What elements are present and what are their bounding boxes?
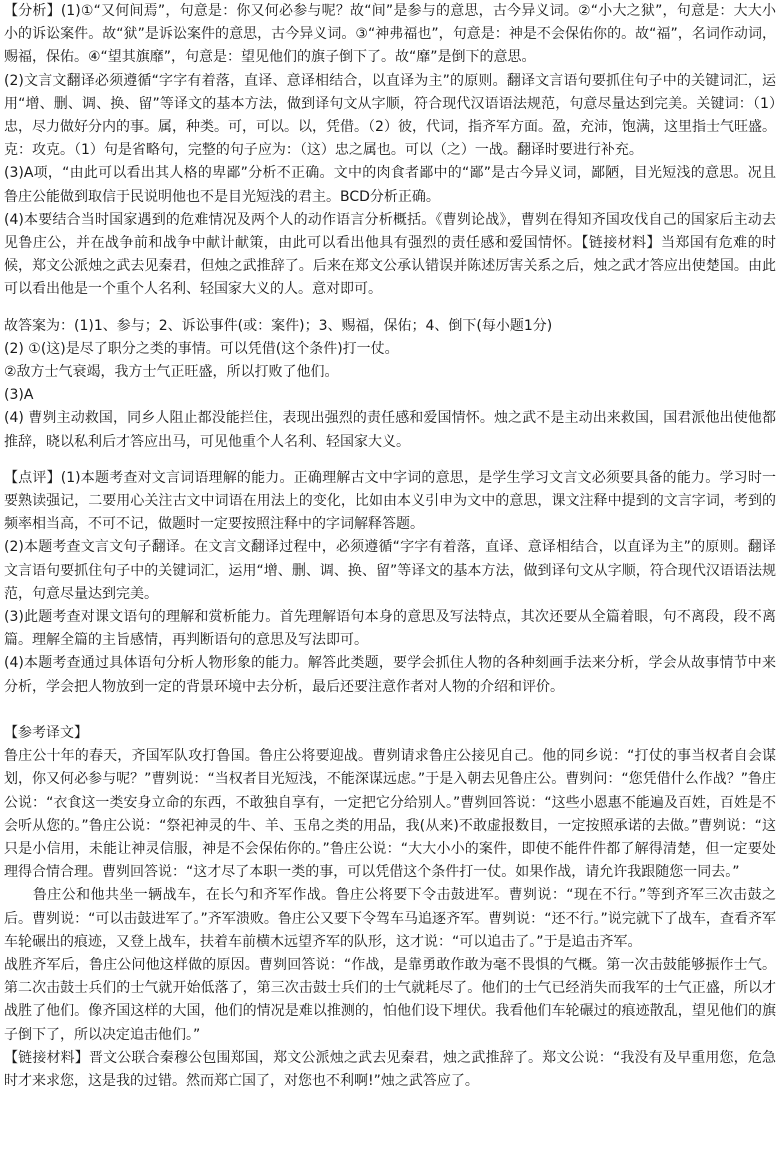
- comment-item-2: (2)本题考查文言文句子翻译。在文言文翻译过程中，必须遵循“字字有着落，直译、意译相结合，以直译为主”的原则。翻译文言语句要抓住句子中的关键词汇，运用“增、删、调、换、留”等译文的基本方法，做到译句文从字顺，符合现代汉语语法规范，句意尽量达到完美。: [4, 539, 776, 602]
- comment-item-3: (3)此题考查对课文语句的理解和赏析能力。首先理解语句本身的意思及写法特点，其次还要从全篇着眼，句不离段，段不离篇。理解全篇的主旨感情，再判断语句的意思及写法即可。: [4, 609, 776, 649]
- analysis-title: 【分析】: [4, 3, 61, 19]
- comment-section: [4, 467, 776, 699]
- answer-item-5: (4) 曹刿主动救国，同乡人阻止都没能拦住，表现出强烈的责任感和爱国情怀。烛之武不是主动出来救国，国君派他出使他都推辞，晓以私利后才答应出马，可见他重个人名利、轻国家大义。: [4, 410, 776, 450]
- translation-paragraph-1: 鲁庄公十年的春天，齐国军队攻打鲁国。鲁庄公将要迎战。曹刿请求鲁庄公接见自己。他的同乡说：“打仗的事当权者自会谋划，你又何必参与呢？”曹刿说：“当权者目光短浅，不能深谋远虑。”于是入朝去见鲁庄公。曹刿问：“您凭借什么作战？”鲁庄公说：“衣食这一类安身立命的东西，不敢独自享有，一定把它分给别人。”曹刿回答说：“这些小恩惠不能遍及百姓，百姓是不会听从您的。”鲁庄公说：“祭祀神灵的牛、羊、玉帛之类的用品，我(从来)不敢虚报数目，一定按照承诺的去做。”曹刿说：“这只是小信用，未能让神灵信服，神是不会保佑你的。”鲁庄公说：“大大小小的案件，即使不能件件都了解得清楚，但一定要处理得合情合理。曹刿回答说：“这才尽了本职一类的事，可以凭借这个条件打一仗。如果作战，请允许我跟随您一同去。”: [4, 748, 776, 881]
- analysis-item-2: (2)文言文翻译必须遵循“字字有着落，直译、意译相结合，以直译为主”的原则。翻译文言语句要抓住句子中的关键词汇，运用“增、删、调、换、留”等译文的基本方法，做到译句文从字顺，符合现代汉语语法规范，句意尽量达到完美。关键词：（1）忠，尽力做好分内的事。属，种类。可，可以。以，凭借。（2）彼，代词，指齐军方面。盈，充沛，饱满，这里指士气旺盛。克：攻克。（1）句是省略句，完整的句子应为：（这）忠之属也。可以（之）一战。翻译时要进行补充。: [4, 72, 776, 159]
- translation-paragraph-2: 鲁庄公和他共坐一辆战车，在长勺和齐军作战。鲁庄公将要下令击鼓进军。曹刿说：“现在不行。”等到齐军三次击鼓之后。曹刿说：“可以击鼓进军了。”齐军溃败。鲁庄公又要下令驾车马追逐齐军。曹刿说：“还不行。”说完就下了战车，查看齐军车轮碾出的痕迹，又登上战车，扶着车前横木远望齐军的队形，这才说：“可以追击了。”于是追击齐军。: [4, 887, 776, 950]
- answer-item-3: ②敌方士气衰竭，我方士气正旺盛，所以打败了他们。: [4, 364, 339, 381]
- comment-item-1: 【点评】(1)本题考查对文言词语理解的能力。正确理解古文中字词的意思，是学生学习文言文必须要具备的能力。学习时一要熟读强记，二要用心关注古文中词语在用法上的变化，比如由本义引申为文中的意思，课文注释中提到的文言字词，考到的频率相当高，不可不记，做题时一定要按照注释中的字词解释答题。: [4, 469, 777, 533]
- translation-paragraph-3: 战胜齐军后，鲁庄公问他这样做的原因。曹刿回答说：“作战，是靠勇敢作敢为毫不畏惧的气概。第一次击鼓能够振作士气。第二次击鼓士兵们的士气就开始低落了，第三次击鼓士兵们的士气就耗尽了。他们的士气已经消失而我军的士气正盛，所以才战胜了他们。像齐国这样的大国，他们的情况是难以推测的，怕他们设下埋伏。我看他们车轮碾过的痕迹散乱，望见他们的旗子倒下了，所以决定追击他们。”: [4, 956, 776, 1043]
- comment-title: 【点评】: [4, 469, 61, 486]
- answer-item-2: (2) ①(这)是尽了职分之类的事情。可以凭借(这个条件)打一仗。: [4, 340, 399, 357]
- link-material-paragraph: 【链接材料】晋文公联合秦穆公包围郑国，郑文公派烛之武去见秦君，烛之武推辞了。郑文公说：“我没有及早重用您，危急时才来求您，这是我的过错。然而郑亡国了，对您也不利啊!”烛之武答应了。: [4, 1049, 776, 1089]
- translation-section: [4, 722, 776, 1093]
- analysis-section: [4, 0, 776, 302]
- answer-item-1: 故答案为：(1)1、参与；2、诉讼事件(或：案件)；3、赐福，保佑；4、倒下(每小题1分): [4, 317, 553, 334]
- analysis-item-3: (3)A项，“由此可以看出其人格的卑鄙”分析不正确。文中的肉食者鄙中的“鄙”是古今异义词，鄙陋，目光短浅的意思。况且鲁庄公能做到取信于民说明他也不是目光短浅的君主。BCD分析正确。: [4, 165, 776, 205]
- answer-section: [4, 315, 776, 454]
- translation-title: 【参考译文】: [4, 724, 88, 741]
- comment-item-4: (4)本题考查通过具体语句分析人物形象的能力。解答此类题，要学会抓住人物的各种刻画手法来分析，学会从故事情节中来分析，学会把人物放到一定的背景环境中去分析，最后还要注意作者对人物的介绍和评价。: [4, 655, 776, 695]
- answer-item-4: (3)A: [4, 387, 34, 404]
- analysis-item-4: (4)本要结合当时国家遇到的危难情况及两个人的动作语言分析概括。《曹刿论战》，曹刿在得知齐国攻伐自己的国家后主动去见鲁庄公，并在战争前和战争中献计献策，由此可以看出他具有强烈的责任感和爱国情怀。【链接材料】当郑国有危难的时候，郑文公派烛之武去见秦君，但烛之武推辞了。后来在郑文公承认错误并陈述厉害关系之后，烛之武才答应出使楚国。由此可以看出他是一个重个人名利、轻国家大义的人。意对即可。: [4, 211, 776, 298]
- analysis-item-1: 【分析】(1)①“又何间焉”，句意是：你又何必参与呢？故“间”是参与的意思，古今异义词。②“小大之狱”，句意是：大大小小的诉讼案件。故“狱”是诉讼案件的意思，古今异义词。③“神弗福也”，句意是：神是不会保佑你的。故“福”，名词作动词，赐福，保佑。④“望其旗靡”，句意是：望见他们的旗子倒下了。故“靡”是倒下的意思。: [4, 3, 776, 66]
